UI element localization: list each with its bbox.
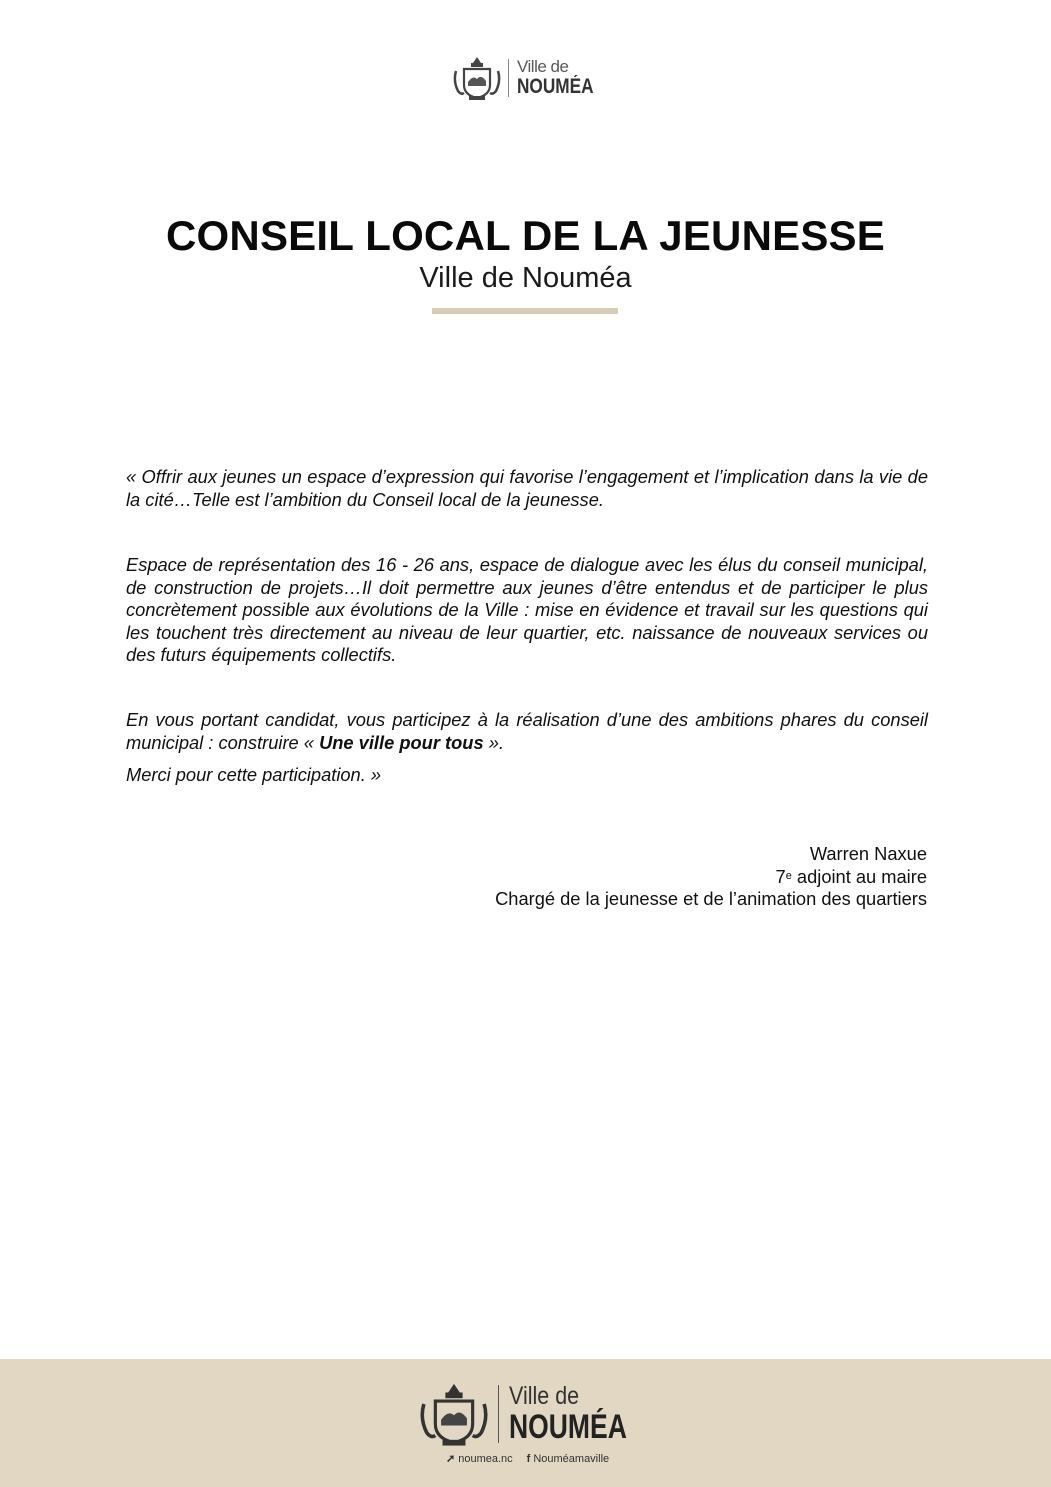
logo-divider <box>508 59 509 97</box>
page-title: CONSEIL LOCAL DE LA JEUNESSE <box>166 212 885 259</box>
logo-wordmark <box>517 58 610 98</box>
signature-block <box>495 843 927 911</box>
logo-text-line1: Ville de <box>517 57 569 76</box>
facebook-link[interactable] <box>527 1453 609 1465</box>
footer-band <box>0 1359 1051 1487</box>
cursor-arrow-icon: ➚ <box>446 1453 456 1465</box>
signatory-role <box>495 866 927 889</box>
logo-text-line2: NOUMÉA <box>509 1408 627 1446</box>
logo-text-line2: NOUMÉA <box>517 75 594 98</box>
slogan-text: Une ville pour tous <box>319 731 484 753</box>
logo-text-line1: Ville de <box>509 1382 580 1410</box>
header-logo <box>452 55 610 101</box>
facebook-text: Nouméamaville <box>533 1452 610 1465</box>
title-underline <box>432 308 618 314</box>
page-subtitle: Ville de Nouméa <box>419 262 632 294</box>
signatory-name: Warren Naxue <box>809 843 927 864</box>
signatory-charge: Chargé de la jeunesse et de l’animation des quartiers <box>495 888 927 909</box>
paragraph-thanks: Merci pour cette participation. » <box>126 764 382 785</box>
role-number: 7 <box>775 865 786 887</box>
logo-wordmark <box>509 1383 660 1445</box>
paragraph-intro: « Offrir aux jeunes un espace d’expression qui favorise l’engagement et l’implication dans la vie de la cité…Telle est l’ambition du Conseil local de la jeunesse. <box>126 466 928 510</box>
logo-divider <box>498 1385 499 1443</box>
website-text: noumea.nc <box>458 1453 513 1465</box>
facebook-icon: f <box>526 1452 531 1465</box>
candidacy-text-start: En vous portant candidat, vous participez à la réalisation d’une des ambitions phares du conseil municipal : construire « <box>126 709 928 753</box>
candidacy-text-end: ». <box>483 731 504 753</box>
footer-links <box>446 1452 609 1465</box>
footer-logo <box>418 1381 660 1447</box>
role-superscript: e <box>785 869 792 882</box>
paragraph-candidacy <box>126 709 928 754</box>
role-text: adjoint au maire <box>791 865 927 887</box>
website-link[interactable] <box>446 1452 513 1465</box>
paragraph-description: Espace de représentation des 16 - 26 ans, espace de dialogue avec les élus du conseil municipal, de construction de projets…Il doit permettre aux jeunes d’être entendus et de participer le plus concrètement possible aux évolutions de la Ville : mise en évidence et travail sur les questions qui les touchent très directement au niveau de leur quartier, etc. naissance de nouveaux services ou des futurs équipements collectifs. <box>126 554 928 665</box>
city-crest-icon <box>452 55 502 101</box>
city-crest-icon <box>418 1381 490 1447</box>
